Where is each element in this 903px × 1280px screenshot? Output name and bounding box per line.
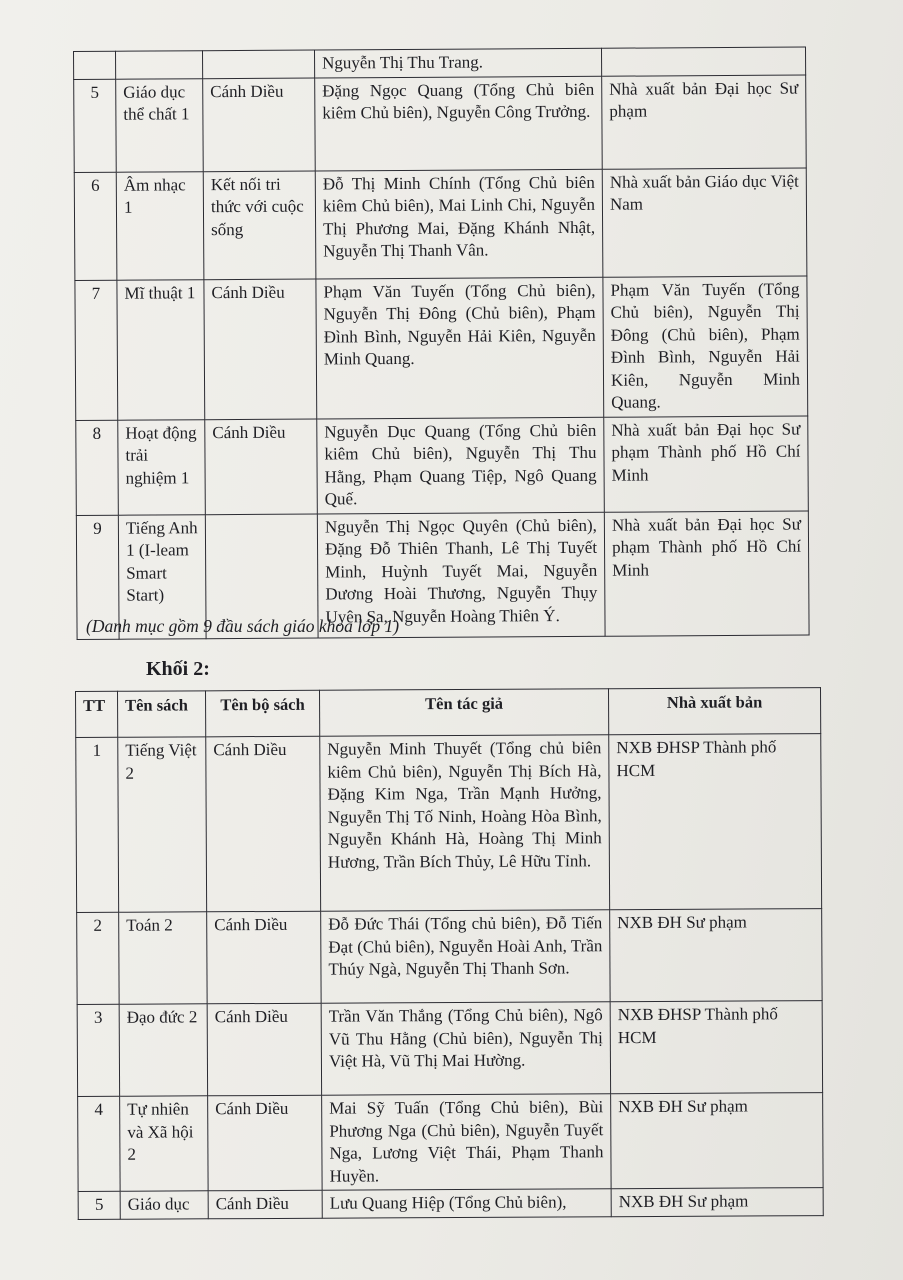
row-number <box>74 51 116 79</box>
book-title: Tự nhiên và Xã hội 2 <box>120 1096 208 1191</box>
book-authors: Nguyễn Dục Quang (Tổng Chủ biên kiêm Chủ biên), Nguyễn Thị Thu Hằng, Phạm Quang Tiệp, Ngô Quang Quế. <box>317 417 605 514</box>
book-authors: Đỗ Đức Thái (Tổng chủ biên), Đỗ Tiến Đạt (Chủ biên), Nguyễn Hoài Anh, Trần Thúy Ngà, Nguyễn Thị Thanh Sơn. <box>321 910 610 1004</box>
book-set: Cánh Diều <box>208 1190 322 1218</box>
table-caption: (Danh mục gồm 9 đầu sách giáo khoa lớp 1) <box>86 616 400 636</box>
book-set: Cánh Diều <box>203 78 316 172</box>
grade2-book-table <box>75 687 824 1219</box>
header-set: Tên bộ sách <box>206 690 320 737</box>
book-title: Giáo dục <box>120 1191 208 1219</box>
row-number: 7 <box>75 280 118 420</box>
book-set: Cánh Diều <box>207 1003 321 1096</box>
book-set: Kết nối tri thức với cuộc sống <box>203 171 316 280</box>
table-row <box>76 416 809 515</box>
row-number: 3 <box>77 1004 119 1096</box>
row-number: 1 <box>76 737 119 912</box>
book-set: Cánh Diều <box>205 419 318 515</box>
book-authors: Trần Văn Thắng (Tổng Chủ biên), Ngô Vũ Thu Hằng (Chủ biên), Nguyễn Thị Việt Hà, Vũ Thị Mai Hường. <box>321 1002 610 1096</box>
book-publisher: NXB ĐH Sư phạm <box>611 1093 823 1189</box>
header-tt: TT <box>76 691 118 737</box>
row-number: 9 <box>76 515 119 639</box>
book-publisher: NXB ĐHSP Thành phố HCM <box>609 734 822 910</box>
book-publisher: NXB ĐH Sư phạm <box>611 1188 823 1217</box>
header-book: Tên sách <box>118 691 206 737</box>
book-authors: Lưu Quang Hiệp (Tổng Chủ biên), <box>322 1189 611 1218</box>
book-publisher: Nhà xuất bản Đại học Sư phạm Thành phố Hồ Chí Minh <box>604 511 809 636</box>
table-row <box>74 168 807 280</box>
book-set <box>203 50 315 78</box>
row-number: 5 <box>74 79 117 172</box>
book-set: Cánh Diều <box>207 911 321 1004</box>
book-publisher: Phạm Văn Tuyến (Tổng Chủ biên), Nguyễn Thị Đông (Chủ biên), Phạm Đình Bình, Nguyễn Hải Kiên, Nguyễn Minh Quang. <box>603 276 808 417</box>
book-title: Tiếng Anh 1 (I-leam Smart Start) <box>118 514 206 639</box>
book-set: Cánh Diều <box>206 736 321 912</box>
book-authors: Nguyễn Minh Thuyết (Tổng chủ biên kiêm Chủ biên), Nguyễn Thị Bích Hà, Đặng Kim Nga, Trần Mạnh Hưởng, Nguyễn Thị Tố Ninh, Hoàng Hòa Bình, Nguyễn Khánh Hà, Hoàng Thị Minh Hương, Trần Bích Thủy, Lê Hữu Tỉnh. <box>320 735 610 912</box>
book-authors: Đỗ Thị Minh Chính (Tổng Chủ biên kiêm Chủ biên), Mai Linh Chi, Nguyễn Thị Phương Mai, Đặng Khánh Nhật, Nguyễn Thị Thanh Vân. <box>315 169 603 279</box>
book-title: Đạo đức 2 <box>119 1004 207 1096</box>
header-authors: Tên tác giả <box>319 689 608 737</box>
book-publisher: Nhà xuất bản Đại học Sư phạm Thành phố Hồ Chí Minh <box>604 416 809 512</box>
table-row <box>78 1188 823 1219</box>
table-row <box>74 47 806 79</box>
book-authors: Phạm Văn Tuyến (Tổng Chủ biên), Nguyễn Thị Đông (Chủ biên), Phạm Đình Bình, Nguyễn Hải Kiên, Nguyễn Minh Quang. <box>316 277 604 419</box>
table-header-row <box>76 688 821 738</box>
table-row <box>74 75 807 172</box>
book-authors: Mai Sỹ Tuấn (Tổng Chủ biên), Bùi Phương Nga (Chủ biên), Nguyễn Tuyết Nga, Lương Việt Thái, Phạm Thanh Huyền. <box>322 1094 611 1191</box>
row-number: 4 <box>78 1096 120 1191</box>
book-set: Cánh Diều <box>204 279 317 420</box>
book-set: Cánh Diều <box>208 1095 322 1191</box>
section-heading: Khối 2: <box>146 658 210 680</box>
book-title: Toán 2 <box>119 912 207 1004</box>
book-title <box>116 51 203 79</box>
book-authors: Nguyễn Thị Ngọc Quyên (Chủ biên), Đặng Đỗ Thiên Thanh, Lê Thị Tuyết Minh, Huỳnh Tuyết Mai, Nguyễn Dương Hoài Thương, Nguyễn Thụy Uyên Sa, Nguyễn Hoàng Thiên Ý. <box>317 512 605 638</box>
row-number: 8 <box>76 420 119 515</box>
book-title: Mĩ thuật 1 <box>117 279 205 420</box>
row-number: 6 <box>74 172 117 280</box>
table-row <box>76 734 822 913</box>
grade1-book-table <box>73 47 810 640</box>
book-publisher: Nhà xuất bản Đại học Sư phạm <box>602 75 807 169</box>
book-publisher: NXB ĐHSP Thành phố HCM <box>610 1001 822 1094</box>
book-title: Hoạt động trải nghiệm 1 <box>118 419 206 515</box>
book-authors: Đặng Ngọc Quang (Tổng Chủ biên kiêm Chủ biên), Nguyễn Công Trưởng. <box>315 76 603 171</box>
table-row <box>77 1001 822 1097</box>
header-publisher: Nhà xuất bản <box>608 688 820 735</box>
book-title: Giáo dục thể chất 1 <box>116 78 204 172</box>
book-publisher: Nhà xuất bản Giáo dục Việt Nam <box>602 168 807 277</box>
table-row <box>77 909 822 1005</box>
book-title: Tiếng Việt 2 <box>118 737 207 912</box>
book-publisher <box>601 47 805 76</box>
book-authors: Nguyễn Thị Thu Trang. <box>314 48 601 77</box>
book-publisher: NXB ĐH Sư phạm <box>610 909 822 1002</box>
row-number: 2 <box>77 912 119 1004</box>
book-title: Âm nhạc 1 <box>116 171 204 280</box>
row-number: 5 <box>78 1191 120 1219</box>
table-row <box>78 1093 823 1192</box>
table-row <box>75 276 808 420</box>
